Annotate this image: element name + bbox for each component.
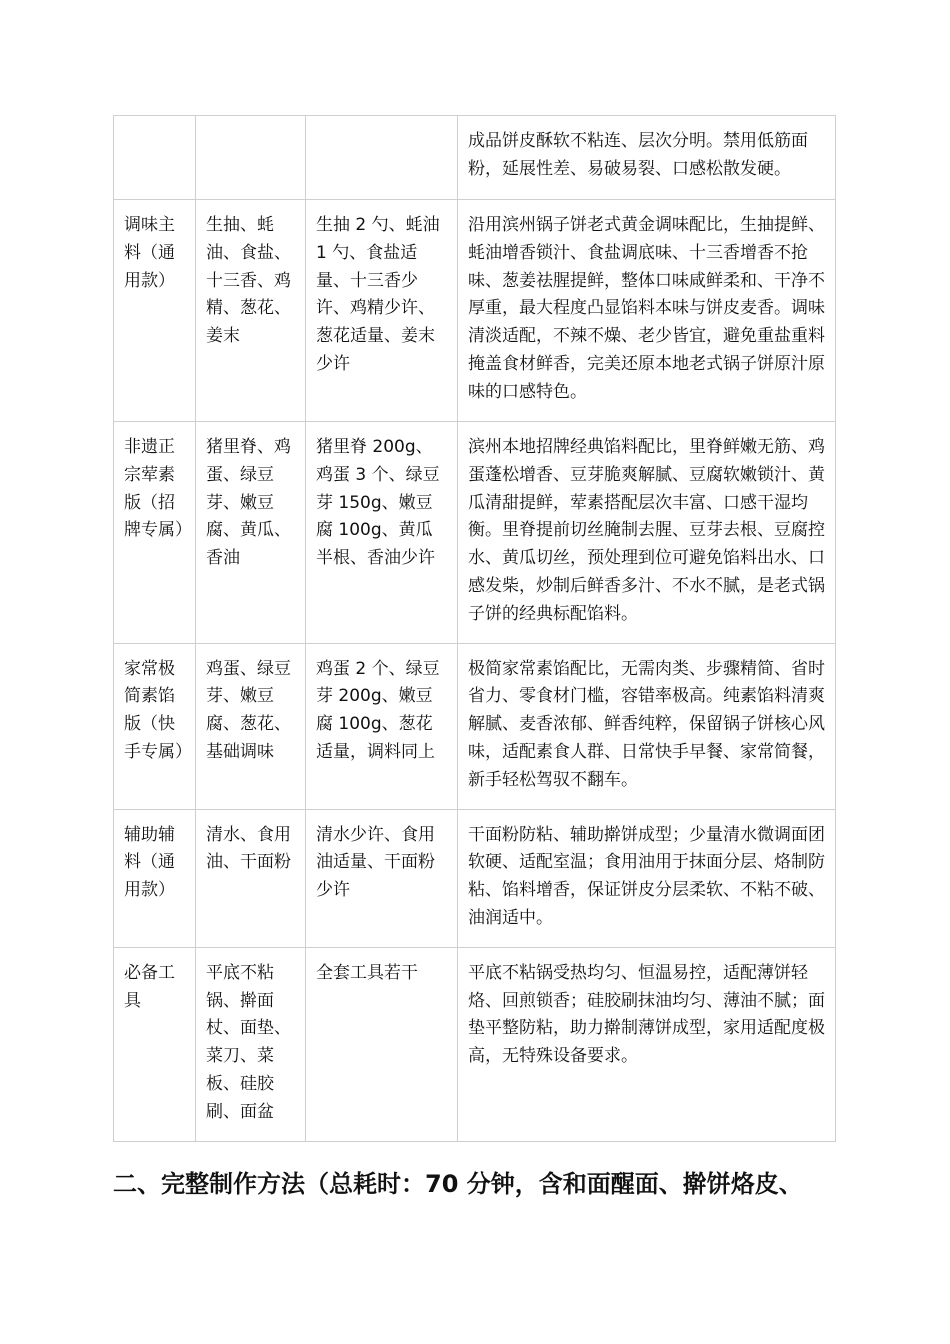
amount-cell: 鸡蛋 2 个、绿豆芽 200g、嫩豆腐 100g、葱花适量，调料同上: [306, 643, 458, 809]
amount-cell: 全套工具若干: [306, 947, 458, 1141]
ingredients-cell: 清水、食用油、干面粉: [196, 809, 306, 947]
notes-cell: 成品饼皮酥软不粘连、层次分明。禁用低筋面粉，延展性差、易破易裂、口感松散发硬。: [458, 116, 836, 200]
category-cell: 家常极简素馅版（快手专属）: [114, 643, 196, 809]
ingredients-cell: 平底不粘锅、擀面杖、面垫、菜刀、菜板、硅胶刷、面盆: [196, 947, 306, 1141]
amount-cell: 猪里脊 200g、鸡蛋 3 个、绿豆芽 150g、嫩豆腐 100g、黄瓜半根、香油少许: [306, 422, 458, 644]
notes-cell: 沿用滨州锅子饼老式黄金调味配比，生抽提鲜、蚝油增香锁汁、食盐调底味、十三香增香不抢味、葱姜祛腥提鲜，整体口味咸鲜柔和、干净不厚重，最大程度凸显馅料本味与饼皮麦香。调味清淡适配，不辣不燥、老少皆宜，避免重盐重料掩盖食材鲜香，完美还原本地老式锅子饼原汁原味的口感特色。: [458, 200, 836, 422]
category-cell: 调味主料（通用款）: [114, 200, 196, 422]
amount-cell: 生抽 2 勺、蚝油 1 勺、食盐适量、十三香少许、鸡精少许、葱花适量、姜末少许: [306, 200, 458, 422]
notes-cell: 平底不粘锅受热均匀、恒温易控，适配薄饼轻烙、回煎锁香；硅胶刷抹油均匀、薄油不腻；面垫平整防粘，助力擀制薄饼成型，家用适配度极高，无特殊设备要求。: [458, 947, 836, 1141]
category-cell: 辅助辅料（通用款）: [114, 809, 196, 947]
notes-cell: 极简家常素馅配比，无需肉类、步骤精简、省时省力、零食材门槛，容错率极高。纯素馅料清爽解腻、麦香浓郁、鲜香纯粹，保留锅子饼核心风味，适配素食人群、日常快手早餐、家常简餐，新手轻松驾驭不翻车。: [458, 643, 836, 809]
amount-cell: [306, 116, 458, 200]
ingredients-table: [113, 115, 836, 1142]
category-cell: 非遗正宗荤素版（招牌专属）: [114, 422, 196, 644]
ingredients-cell: 鸡蛋、绿豆芽、嫩豆腐、葱花、基础调味: [196, 643, 306, 809]
table-row: [114, 643, 836, 809]
table-row: [114, 809, 836, 947]
table-row: [114, 422, 836, 644]
section-heading: 二、完整制作方法（总耗时：70 分钟，含和面醒面、擀饼烙皮、: [113, 1170, 803, 1198]
amount-cell: 清水少许、食用油适量、干面粉少许: [306, 809, 458, 947]
table-row: [114, 200, 836, 422]
category-cell: [114, 116, 196, 200]
table-row: [114, 116, 836, 200]
table-row: [114, 947, 836, 1141]
ingredients-cell: 猪里脊、鸡蛋、绿豆芽、嫩豆腐、黄瓜、香油: [196, 422, 306, 644]
notes-cell: 干面粉防粘、辅助擀饼成型；少量清水微调面团软硬、适配室温；食用油用于抹面分层、烙制防粘、馅料增香，保证饼皮分层柔软、不粘不破、油润适中。: [458, 809, 836, 947]
category-cell: 必备工具: [114, 947, 196, 1141]
notes-cell: 滨州本地招牌经典馅料配比，里脊鲜嫩无筋、鸡蛋蓬松增香、豆芽脆爽解腻、豆腐软嫩锁汁、黄瓜清甜提鲜，荤素搭配层次丰富、口感干湿均衡。里脊提前切丝腌制去腥、豆芽去根、豆腐控水、黄瓜切丝，预处理到位可避免馅料出水、口感发柴，炒制后鲜香多汁、不水不腻，是老式锅子饼的经典标配馅料。: [458, 422, 836, 644]
ingredients-cell: 生抽、蚝油、食盐、十三香、鸡精、葱花、姜末: [196, 200, 306, 422]
ingredients-cell: [196, 116, 306, 200]
